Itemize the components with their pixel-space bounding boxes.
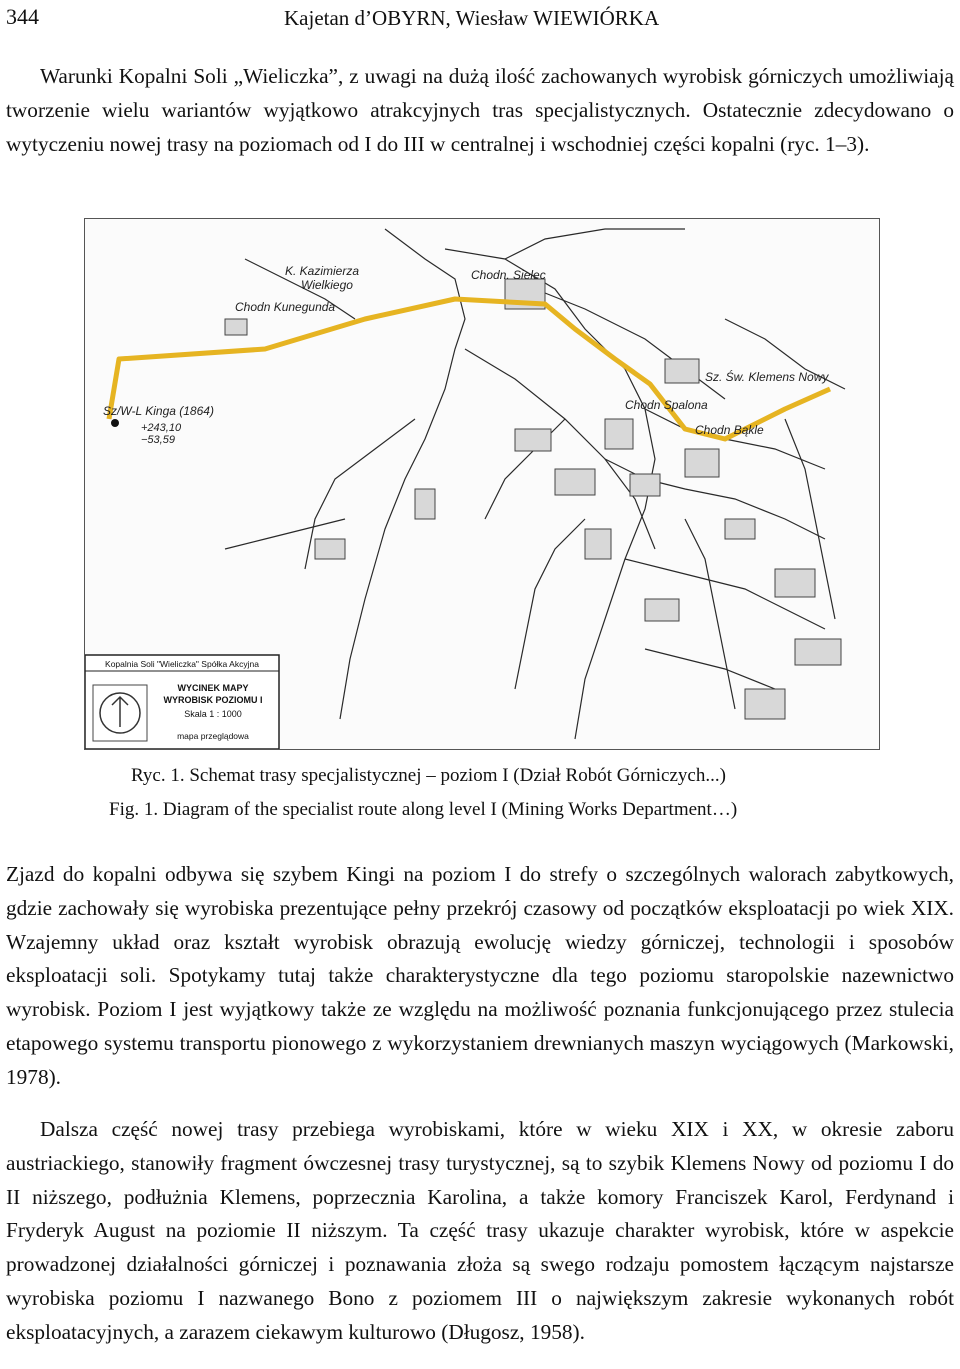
kinga-shaft-marker — [111, 419, 119, 427]
label-kinga-elev-2: −53,59 — [141, 434, 175, 446]
label-wielkiego: Wielkiego — [301, 278, 353, 292]
specialist-route — [109, 299, 830, 439]
paragraph-further-route: Dalsza część nowej trasy przebiega wyrobiskami, które w wieku XIX i XX, w okresie zaboru austriackiego, stanowiły fragment ówczesnej trasy turystycznej, są to szybik Klemens Nowy od poziomu I do II niższego, podłużnia Klemens, poprzecznia Karolina, a także komory Franciszek Karol, Ferdynand i Fryderyk August na poziomie II niższym. Ta część trasy ukazuje charakter wyrobisk, które w aspekcie prowadzonej działalności górniczej i poznawania złoża są swego rodzaju pomostem łączącym najstarsze wyrobiska poziomu I nazwanego Bono z poziomem III o największym zakresie wykonanych robót eksploatacyjnych, a zarazem ciekawym kulturowo (Długosz, 1958). — [6, 1117, 954, 1344]
mine-map-figure — [84, 218, 880, 750]
legend-scale: Skala 1 : 1000 — [184, 709, 242, 719]
paragraph-kinga-shaft: Zjazd do kopalni odbywa się szybem Kingi na poziom I do strefy o szczególnych walorach zabytkowych, gdzie zachowały się wyrobiska prezentujące pełny przekrój czasowy od początków eksploatacji po wiek XIX. Wzajemny układ oraz kształt wyrobisk obrazują ewolucję wiedzy górniczej, technologii i sposobów eksploatacji soli. Spotykamy tutaj także charakterystyczne dla tego poziomu staropolskie nazewnictwo wyrobisk. Poziom I jest wyjątkowy także ze względu na możliwość poznania funkcjonującego przez stulecia etapowego systemu transportu pionowego z wykorzystaniem drewnianych maszyn wyciągowych (Markowski, 1978). — [6, 862, 954, 1089]
label-spalona: Chodn Spalona — [625, 398, 708, 412]
figure-caption-pl: Ryc. 1. Schemat trasy specjalistycznej – poziom I (Dział Robót Górniczych...) — [131, 765, 726, 786]
page-number: 344 — [6, 4, 39, 29]
map-chambers — [225, 279, 841, 719]
figure-caption-en: Fig. 1. Diagram of the specialist route along level I (Mining Works Department…) — [109, 799, 738, 820]
label-bakle: Chodn Bąkle — [695, 423, 764, 437]
label-kunegunda: Chodn Kunegunda — [235, 300, 336, 314]
page-header — [6, 4, 954, 34]
legend-company: Kopalnia Soli "Wieliczka" Spółka Akcyjna — [105, 659, 259, 669]
legend-type: mapa przeglądowa — [177, 731, 249, 741]
label-kazimierz: K. Kazimierza — [285, 264, 360, 278]
label-kinga-elev-1: +243,10 — [141, 422, 182, 434]
map-legend-box — [85, 655, 279, 749]
mine-map-svg — [85, 219, 879, 749]
legend-title-1: WYCINEK MAPY — [177, 683, 249, 693]
label-klemens-shaft: Sz. Św. Klemens Nowy — [705, 370, 829, 384]
label-kinga-shaft: Sz/W-L Kinga (1864) — [103, 404, 214, 418]
paragraph-intro: Warunki Kopalni Soli „Wieliczka”, z uwagi na dużą ilość zachowanych wyrobisk górniczych umożliwiają tworzenie wielu wariantów wyjątkowo atrakcyjnych tras specjalistycznych. Ostatecznie zdecydowano o wytyczeniu nowej trasy na poziomach od I do III w centralnej i wschodniej części kopalni (ryc. 1–3). — [6, 64, 954, 156]
running-head: Kajetan d’OBYRN, Wiesław WIEWIÓRKA — [284, 6, 660, 30]
legend-title-2: WYROBISK POZIOMU I — [163, 695, 263, 705]
label-sielec: Chodn. Sielec — [471, 268, 546, 282]
